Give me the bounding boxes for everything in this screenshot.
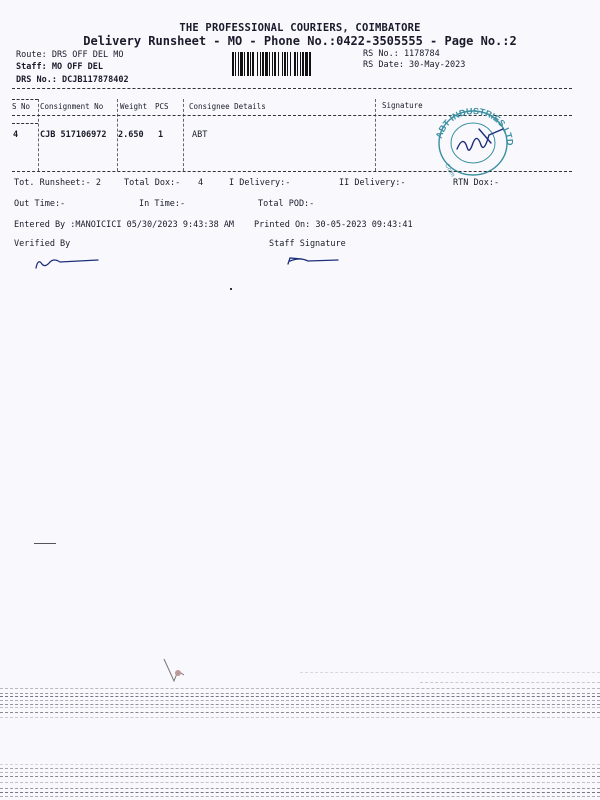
column-divider — [375, 99, 376, 171]
scan-noise-line — [0, 696, 600, 698]
i-delivery: I Delivery:- — [229, 178, 291, 188]
scan-noise-line — [0, 717, 600, 719]
bottom-rule — [12, 171, 572, 172]
staff-signature — [286, 254, 342, 268]
svg-text:Coim: Coim — [443, 163, 456, 179]
barcode — [232, 52, 354, 76]
scan-noise-line — [0, 688, 600, 690]
stamp-text: ABT INDUSTRIES LTD — [433, 107, 516, 146]
scan-speck — [230, 288, 232, 290]
top-rule — [12, 88, 572, 89]
scan-noise-band — [0, 660, 600, 800]
staff-label: Staff: MO OFF DEL — [16, 62, 103, 72]
row-sno: 4 — [13, 130, 19, 140]
header-consignee: Consignee Details — [189, 102, 266, 111]
header-consignment: Consignment No — [40, 102, 104, 111]
ii-delivery: II Delivery:- — [339, 178, 406, 188]
company-stamp — [431, 107, 519, 181]
scan-noise-line — [0, 693, 600, 695]
total-dox-label: Total Dox:- — [124, 178, 181, 188]
header-pcs: PCS — [155, 102, 169, 111]
column-divider — [38, 99, 39, 171]
scan-noise-line — [300, 672, 600, 674]
verified-by-label: Verified By — [14, 239, 71, 249]
scan-noise-line — [420, 682, 600, 684]
header-signature: Signature — [382, 101, 423, 110]
scan-noise-line — [0, 712, 600, 714]
sno-cell-rule — [12, 99, 38, 100]
drs-number: DRS No.: DCJB117878402 — [16, 75, 129, 85]
column-divider — [183, 99, 184, 171]
scan-noise-line — [0, 707, 600, 709]
scan-noise-line — [0, 764, 600, 766]
route-label: Route: DRS OFF DEL MO — [16, 50, 124, 60]
in-time: In Time:- — [139, 199, 186, 209]
total-dox-value: 4 — [198, 178, 204, 188]
scan-noise-line — [0, 782, 600, 784]
verifier-signature — [32, 254, 102, 272]
company-name: THE PROFESSIONAL COURIERS, COIMBATORE — [179, 22, 421, 34]
scan-noise-line — [0, 772, 600, 774]
scan-noise-line — [0, 788, 600, 790]
out-time: Out Time:- — [14, 199, 66, 209]
header-weight: Weight — [120, 102, 148, 111]
header-sno: S No — [12, 102, 31, 111]
row-pcs: 1 — [158, 130, 164, 140]
signature-scribble — [457, 129, 503, 150]
row-rule — [12, 123, 38, 124]
runsheet-title: Delivery Runsheet - MO - Phone No.:0422-3505555 - Page No.:2 — [83, 34, 517, 48]
barcode-bar — [309, 52, 311, 76]
row-consignment: CJB 517106972 — [40, 130, 107, 140]
scan-noise-line — [0, 704, 600, 706]
total-pod: Total POD:- — [258, 199, 315, 209]
scan-noise-line — [0, 768, 600, 770]
rtn-dox: RTN Dox:- — [453, 178, 500, 188]
row-consignee: ABT — [192, 130, 208, 140]
scan-noise-line — [0, 792, 600, 794]
scan-noise-line — [0, 700, 600, 702]
entered-by: Entered By :MANOICICI 05/30/2023 9:43:38 AM — [14, 220, 235, 230]
tot-runsheet: Tot. Runsheet:- 2 — [14, 178, 101, 188]
printed-on: Printed On: 30-05-2023 09:43:41 — [254, 220, 413, 230]
scan-noise-line — [0, 776, 600, 778]
rs-number: RS No.: 1178784 — [363, 49, 440, 59]
row-weight: 2.650 — [118, 130, 144, 140]
staff-signature-label: Staff Signature — [269, 239, 346, 249]
scan-noise-line — [0, 796, 600, 798]
rs-date: RS Date: 30-May-2023 — [363, 60, 466, 70]
scan-speck — [34, 543, 56, 544]
